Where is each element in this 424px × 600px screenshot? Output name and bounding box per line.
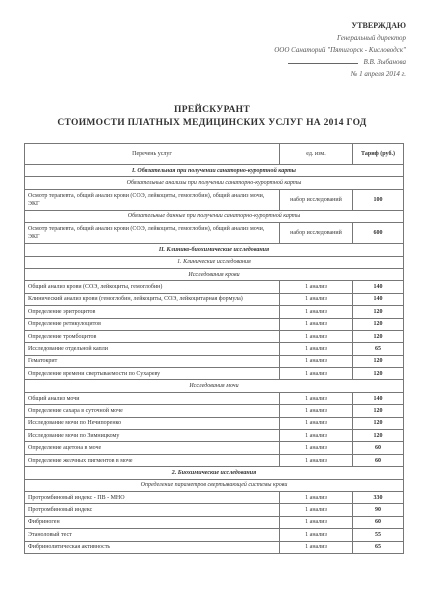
table-row [25, 405, 404, 417]
subsection-row [25, 268, 404, 280]
unit-cell: 1 анализ [280, 541, 353, 553]
price-table-body [25, 144, 404, 554]
subsection-row [25, 380, 404, 392]
price-cell: 600 [353, 223, 404, 244]
approval-position: Генеральный директор [336, 34, 406, 42]
unit-cell: 1 анализ [280, 281, 353, 293]
unit-cell: 1 анализ [280, 293, 353, 305]
header-price: Тариф (руб.) [353, 144, 404, 165]
table-row [25, 293, 404, 305]
approval-company: ООО Санаторий "Пятигорск - Кисловодск" [274, 46, 406, 54]
section-label: Обязательные анализы при получении санаторно-курортной карты [25, 177, 404, 189]
price-cell: 120 [353, 368, 404, 380]
service-name: Исследование мочи по Зимницкому [25, 430, 280, 442]
signature-underline [288, 63, 358, 64]
price-cell: 60 [353, 516, 404, 528]
approval-date: № 1 апреля 2014 г. [350, 70, 406, 78]
section-row [25, 467, 404, 479]
approval-title: УТВЕРЖДАЮ [351, 21, 406, 30]
unit-cell: 1 анализ [280, 318, 353, 330]
price-table [24, 143, 404, 554]
price-cell: 120 [353, 318, 404, 330]
service-name: Фибринолитическая активность [25, 541, 280, 553]
section-label: Обязательные данные при получении санаторно-курортной карты [25, 210, 404, 222]
service-name: Определение времени свертываемости по Сухареву [25, 368, 280, 380]
price-cell: 100 [353, 189, 404, 210]
service-name: Определение тромбоцитов [25, 330, 280, 342]
service-name: Определение ацетона в моче [25, 442, 280, 454]
table-row [25, 281, 404, 293]
unit-cell: набор исследований [280, 189, 353, 210]
price-cell: 120 [353, 306, 404, 318]
price-cell: 120 [353, 417, 404, 429]
service-name: Клинический анализ крови (гемоглобин, лейкоциты, СОЭ, лейкоцитарная формула) [25, 293, 280, 305]
subsection-row [25, 210, 404, 222]
table-row [25, 189, 404, 210]
price-cell: 120 [353, 330, 404, 342]
header-name: Перечень услуг [25, 144, 280, 165]
section-label: Определение параметров свертывающей системы крови [25, 479, 404, 491]
service-name: Определение сахара в суточной моче [25, 405, 280, 417]
unit-cell: 1 анализ [280, 330, 353, 342]
section-label: Исследования крови [25, 268, 404, 280]
document-title-line2: СТОИМОСТИ ПЛАТНЫХ МЕДИЦИНСКИХ УСЛУГ НА 2014 ГОД [57, 118, 367, 128]
document-title [0, 104, 424, 130]
table-row [25, 491, 404, 503]
table-row [25, 355, 404, 367]
section-label: Исследования мочи [25, 380, 404, 392]
unit-cell: 1 анализ [280, 504, 353, 516]
service-name: Определение эритроцитов [25, 306, 280, 318]
section-label: 2. Биохимические исследования [25, 467, 404, 479]
price-cell: 330 [353, 491, 404, 503]
table-row [25, 392, 404, 404]
table-row [25, 223, 404, 244]
table-row [25, 442, 404, 454]
unit-cell: 1 анализ [280, 355, 353, 367]
subsection-row [25, 479, 404, 491]
service-name: Исследование отдельной капли [25, 343, 280, 355]
section-label: 1. Клинические исследования [25, 256, 404, 268]
service-name: Общий анализ мочи [25, 392, 280, 404]
unit-cell: 1 анализ [280, 306, 353, 318]
table-row [25, 330, 404, 342]
approval-block [186, 20, 406, 80]
table-row [25, 368, 404, 380]
service-name: Протромбиновый индекс - ПВ - МНО [25, 491, 280, 503]
document-title-line1: ПРЕЙСКУРАНТ [174, 105, 250, 115]
section-row [25, 165, 404, 177]
subsection-row [25, 256, 404, 268]
service-name: Определение желчных пигментов в моче [25, 454, 280, 466]
table-row [25, 541, 404, 553]
section-label: I. Обязательная при получении санаторно-курортной карты [25, 165, 404, 177]
table-header-row [25, 144, 404, 165]
service-name: Осмотр терапевта, общий анализ крови (СОЭ, лейкоциты, гемоглобин), общий анализ мочи, ЭКГ [25, 223, 280, 244]
unit-cell: 1 анализ [280, 529, 353, 541]
table-row [25, 417, 404, 429]
price-cell: 65 [353, 343, 404, 355]
table-row [25, 343, 404, 355]
service-name: Гематокрит [25, 355, 280, 367]
unit-cell: 1 анализ [280, 417, 353, 429]
price-cell: 60 [353, 454, 404, 466]
price-cell: 60 [353, 442, 404, 454]
price-cell: 120 [353, 355, 404, 367]
section-row [25, 244, 404, 256]
service-name: Общий анализ крови (СОЭ, лейкоциты, гемоглобин) [25, 281, 280, 293]
approval-signature: В.В. Зыбанова [363, 58, 406, 66]
header-unit: ед. изм. [280, 144, 353, 165]
service-name: Исследование мочи по Нечипоренко [25, 417, 280, 429]
table-row [25, 504, 404, 516]
unit-cell: 1 анализ [280, 491, 353, 503]
unit-cell: набор исследований [280, 223, 353, 244]
service-name: Осмотр терапевта, общий анализ крови (СОЭ, лейкоциты, гемоглобин), общий анализ мочи, ЭКГ [25, 189, 280, 210]
service-name: Фибриноген [25, 516, 280, 528]
unit-cell: 1 анализ [280, 516, 353, 528]
price-cell: 55 [353, 529, 404, 541]
table-row [25, 516, 404, 528]
table-row [25, 318, 404, 330]
table-row [25, 430, 404, 442]
table-row [25, 454, 404, 466]
table-row [25, 529, 404, 541]
price-cell: 140 [353, 293, 404, 305]
unit-cell: 1 анализ [280, 430, 353, 442]
price-cell: 90 [353, 504, 404, 516]
unit-cell: 1 анализ [280, 405, 353, 417]
unit-cell: 1 анализ [280, 454, 353, 466]
unit-cell: 1 анализ [280, 442, 353, 454]
unit-cell: 1 анализ [280, 392, 353, 404]
unit-cell: 1 анализ [280, 368, 353, 380]
service-name: Протромбиновый индекс [25, 504, 280, 516]
price-cell: 120 [353, 405, 404, 417]
service-name: Определение ретикулоцитов [25, 318, 280, 330]
price-cell: 65 [353, 541, 404, 553]
price-cell: 140 [353, 392, 404, 404]
service-name: Этаноловый тест [25, 529, 280, 541]
price-cell: 120 [353, 430, 404, 442]
subsection-row [25, 177, 404, 189]
section-label: II. Клинико-биохимические исследования [25, 244, 404, 256]
unit-cell: 1 анализ [280, 343, 353, 355]
price-cell: 140 [353, 281, 404, 293]
approval-signature-line [186, 56, 406, 68]
table-row [25, 306, 404, 318]
